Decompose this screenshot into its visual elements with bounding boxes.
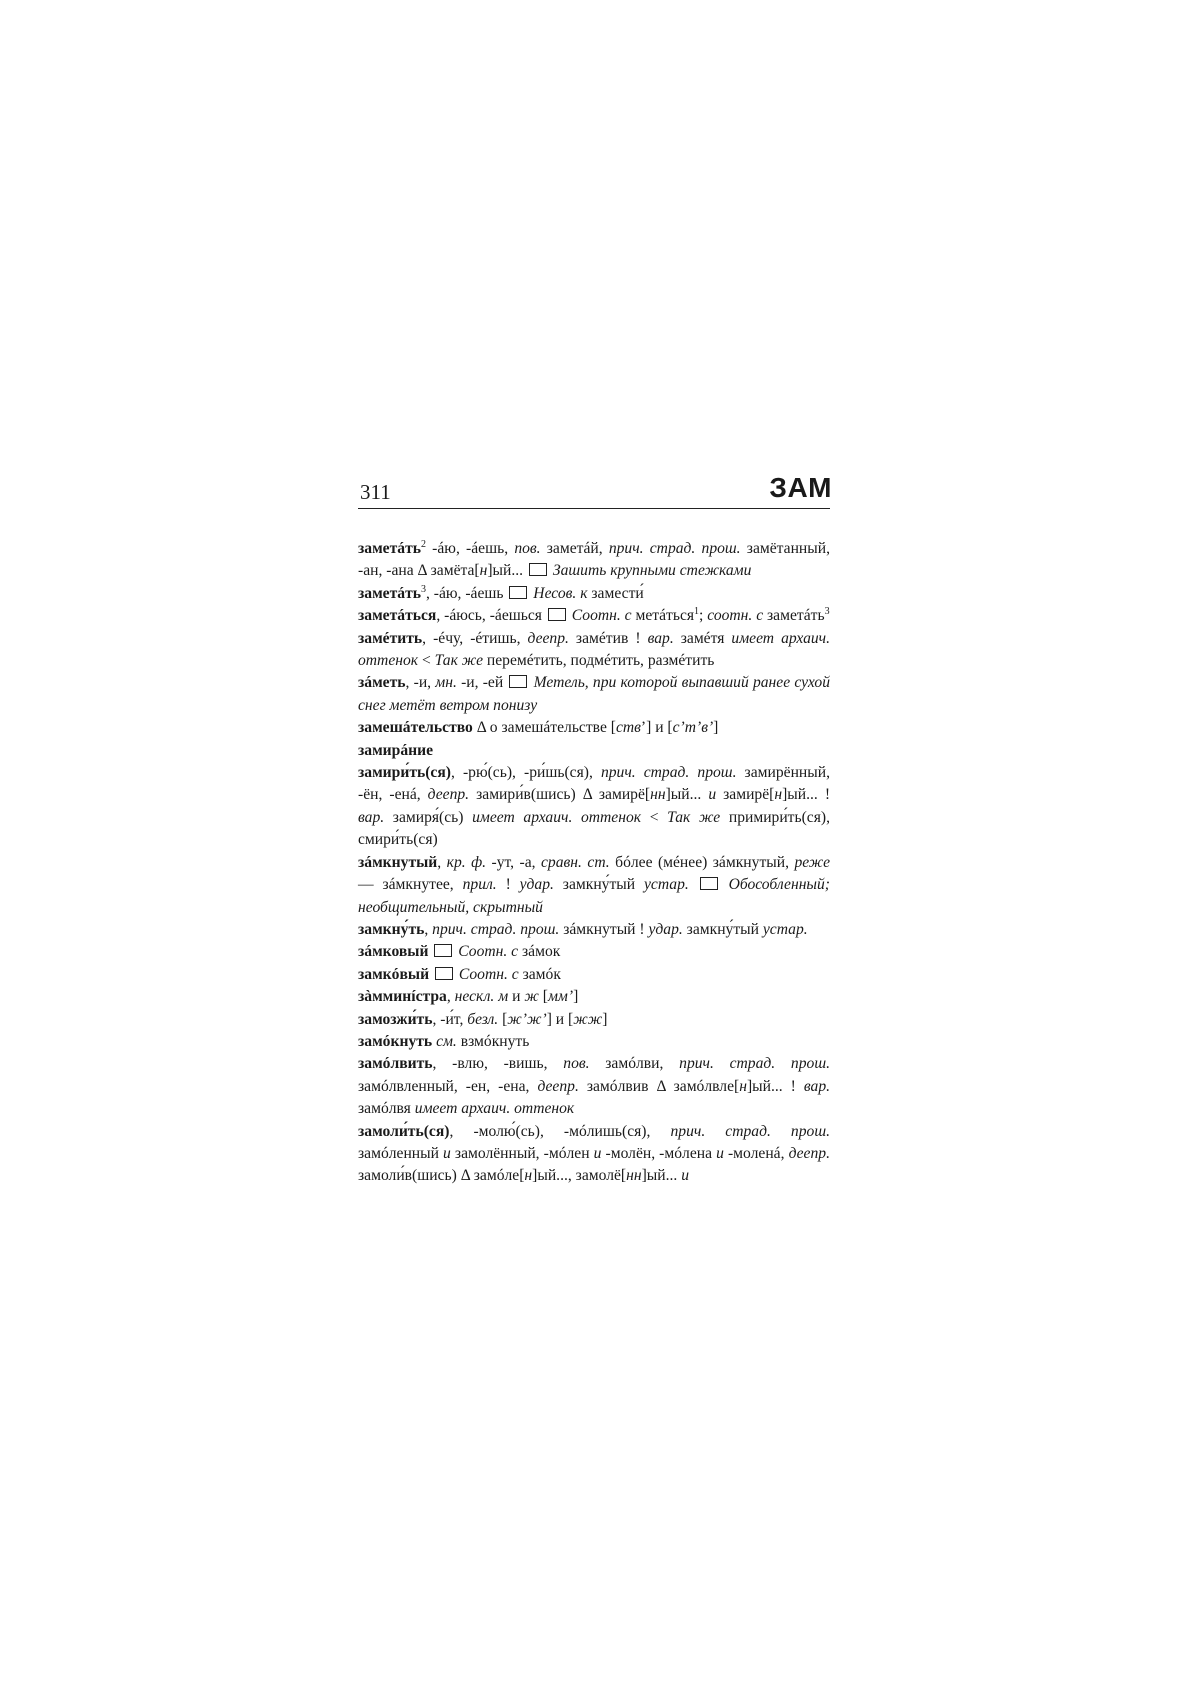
entry-text: замирё[ (716, 786, 775, 804)
label-italic: Зашить крупными стежками (548, 562, 752, 580)
label-italic: жʼжʼ (507, 1010, 547, 1028)
entry-text: замести́ (587, 584, 644, 602)
entry-text: , (424, 920, 433, 938)
entry-text: ]ый... (665, 786, 709, 804)
headword: зáмковый (358, 943, 429, 961)
label-italic: имеет архаич. оттенок (358, 629, 830, 670)
label-italic: удар. (648, 920, 683, 938)
entry-text (429, 966, 433, 983)
dictionary-entry (358, 1053, 830, 1120)
label-italic: имеет архаич. оттенок (472, 808, 642, 826)
entry-text: -моленá, (723, 1144, 789, 1162)
definition-box-icon (435, 967, 453, 980)
label-italic: прич. страд. прош. (608, 540, 741, 557)
entry-text: -ут, -а, (486, 853, 542, 871)
dictionary-entry (358, 740, 830, 762)
entry-text: , -áю, -áешь (425, 584, 508, 602)
label-italic: прич. страд. прош. (679, 1055, 830, 1073)
dictionary-entry (358, 1031, 830, 1053)
entry-text: , (446, 988, 455, 1006)
entry-text: , -рю́(сь), -ри́шь(ся), (450, 764, 601, 782)
headword: заметáть (358, 584, 421, 602)
entry-text: ʼ] и [ (640, 719, 673, 737)
label-italic: см. (436, 1032, 457, 1050)
dictionary-entry (358, 762, 830, 852)
entry-text: ]ый... ! (782, 786, 831, 804)
label-italic: устар. (644, 876, 689, 894)
entry-text: [ (498, 1010, 508, 1028)
label-italic: н (524, 1167, 533, 1185)
entry-text: ! (496, 876, 520, 894)
dictionary-entry (358, 964, 830, 986)
label-italic: вар. (803, 1077, 831, 1095)
label-italic: к (580, 584, 588, 602)
entry-text: замóлвленный, -ен, -ена, (358, 1077, 538, 1095)
label-italic: устар. (762, 920, 808, 938)
entry-text: ]ый..., замолё[ (532, 1167, 627, 1185)
label-italic: ж (524, 988, 539, 1006)
definition-box-icon (434, 944, 452, 957)
entry-text (428, 943, 432, 960)
dictionary-entry (358, 1121, 830, 1188)
label-italic: прич. страд. прош. (600, 764, 737, 782)
label-italic: деепр. (527, 629, 569, 647)
dictionary-entry (358, 941, 830, 963)
dictionary-entry (358, 628, 830, 673)
homonym-number: 2 (420, 538, 426, 550)
entry-text: замолённый, -мóлен (450, 1144, 594, 1162)
guide-word: ЗАМ (769, 472, 832, 503)
headword: зáмкнутый (358, 853, 438, 871)
dictionary-entry (358, 538, 830, 583)
header-rule (358, 508, 830, 509)
headword: замозжи́ть (358, 1010, 433, 1028)
homonym-number: 3 (420, 583, 426, 595)
entry-text: замóлвя (358, 1100, 415, 1118)
label-italic: Несов. (529, 584, 577, 602)
entry-text: , (437, 853, 447, 871)
homonym-number: 3 (824, 606, 830, 618)
definition-box-icon (548, 608, 566, 621)
label-italic: прич. страд. прош. (670, 1122, 830, 1140)
entry-text: замéтив ! (568, 629, 648, 647)
label-italic: н (739, 1077, 747, 1095)
label-italic: нн (626, 1167, 642, 1185)
entry-text: и (508, 988, 525, 1006)
headword: замоли́ть(ся) (358, 1122, 450, 1140)
entry-text: , -влю, -вишь, (432, 1055, 564, 1073)
definition-box-icon (509, 675, 527, 688)
entry-text: бóлее (мéнее) зáмкнутый, (609, 853, 795, 871)
label-italic: пов. (514, 540, 541, 557)
entry-text: замóлвив Δ замóлвле[ (578, 1077, 740, 1095)
entry-text: ] (573, 988, 579, 1006)
entry-text: замéтя (673, 629, 732, 647)
entry-text: примири́ть(ся), смири́ть(ся) (358, 808, 830, 849)
headword: замешáтельство (358, 719, 473, 737)
headword: замкóвый (358, 965, 430, 983)
headword: зáметь (358, 674, 406, 692)
entry-text: < (418, 652, 435, 670)
label-italic: пов. (563, 1055, 590, 1073)
label-italic: деепр. (427, 786, 470, 804)
label-italic: Так же (434, 652, 483, 670)
entry-text: -áю, -áешь, (425, 540, 515, 557)
entry-text: — зáмкнутее, (358, 876, 463, 894)
entry-text: замóк (518, 965, 561, 983)
label-italic: ств (615, 719, 641, 737)
label-italic: Метель, при которой выпавший ранее сухой снег метёт ветром понизу (358, 674, 831, 714)
headword: зàмминíстра (358, 988, 447, 1006)
entry-text: перемéтить, подмéтить, размéтить (483, 652, 715, 670)
entry-text: замоли́в(шись) Δ замóле[ (358, 1167, 525, 1185)
headword: замóкнуть (358, 1032, 433, 1050)
entry-text: ; (699, 607, 708, 625)
label-italic: прич. страд. прош. (432, 920, 560, 938)
headword: замири́ть(ся) (358, 764, 451, 782)
entry-text: ]ый... (487, 562, 527, 580)
label-italic: жж (573, 1010, 603, 1028)
entry-text: замири́в(шись) Δ замирё[ (469, 786, 651, 804)
entry-text: ]ый... (641, 1167, 682, 1185)
entry-text: заметáй, (540, 540, 609, 557)
entry-text: ]ый... ! (746, 1077, 804, 1095)
entry-text: [ (538, 988, 548, 1006)
running-head (358, 472, 832, 516)
entry-text: замиря́(сь) (384, 808, 473, 826)
definition-box-icon (529, 563, 547, 576)
entry-text: -и, -ей (456, 674, 508, 692)
label-italic: нн (650, 786, 666, 804)
label-italic: и (443, 1144, 451, 1162)
entry-text: ] (713, 719, 719, 737)
entry-text: заметáть (763, 607, 825, 625)
label-italic: деепр. (788, 1144, 830, 1162)
entry-text: замкну́тый (553, 876, 644, 894)
definition-box-icon (700, 877, 718, 890)
label-italic: мн. (435, 674, 457, 692)
dictionary-entry (358, 717, 830, 739)
headword: замóлвить (358, 1055, 433, 1073)
label-italic: удар. (519, 876, 554, 894)
dictionary-entry (358, 852, 830, 919)
label-italic: реже (794, 853, 831, 871)
label-italic: нескл. м (454, 988, 509, 1006)
dictionary-entry (358, 1009, 830, 1031)
label-italic: безл. (467, 1010, 499, 1028)
headword: замкну́ть (358, 920, 425, 938)
entry-text: ] (602, 1010, 608, 1028)
entry-text: , -молю́(сь), -мóлишь(ся), (449, 1122, 671, 1140)
label-italic: и (593, 1144, 602, 1162)
entry-text: замёта[ (426, 562, 480, 580)
dictionary-entry (358, 919, 830, 941)
label-italic: соотн. с (707, 607, 764, 625)
entry-text: замóленный (358, 1144, 444, 1162)
homonym-number: 1 (694, 606, 700, 618)
dictionary-entry (358, 672, 830, 717)
entry-text: замóлви, (589, 1055, 680, 1073)
label-italic: Соотн. с (454, 965, 519, 983)
entry-text: зáмок (518, 943, 561, 961)
entry-text: зáмкнутый ! (559, 920, 649, 938)
dictionary-entry (358, 583, 830, 605)
label-italic: сʼтʼвʼ (672, 719, 714, 737)
headword: заметáть (358, 540, 421, 557)
definition-box-icon (509, 586, 527, 599)
entry-text: , -и, (405, 674, 436, 692)
entry-text (689, 876, 698, 893)
headword: замéтить (358, 629, 423, 647)
page-number: 311 (360, 480, 391, 504)
label-italic: Соотн. с (567, 607, 632, 625)
label-italic: и (681, 1167, 690, 1185)
label-italic: Обособленный; необщительный, скрытный (358, 876, 830, 916)
label-italic: Соотн. с (454, 943, 519, 961)
label-italic: сравн. ст. (541, 853, 610, 871)
dictionary-page (358, 472, 832, 1188)
label-italic: кр. ф. (446, 853, 487, 871)
entry-text: метáться (631, 607, 695, 625)
label-italic: деепр. (537, 1077, 579, 1095)
entry-text: ] и [ (546, 1010, 574, 1028)
headword: заметáться (358, 607, 437, 625)
label-italic: и (708, 786, 717, 804)
entry-text: , -и́т, (432, 1010, 468, 1028)
label-italic: вар. (647, 629, 674, 647)
label-italic: вар. (358, 808, 385, 826)
entry-text: замкну́тый (682, 920, 763, 938)
entry-text: взмóкнуть (456, 1032, 530, 1050)
headword: замирáние (358, 741, 434, 759)
entry-text: -молён, -мóлена (601, 1144, 717, 1162)
label-italic: ммʼ (547, 988, 574, 1006)
label-italic: н (774, 786, 783, 804)
entry-text: < (641, 808, 668, 826)
entry-list (358, 538, 830, 1188)
entry-text: , -áюсь, -áешься (436, 607, 546, 625)
label-italic: и (716, 1144, 724, 1162)
dictionary-entry (358, 986, 830, 1008)
label-italic: н (479, 562, 488, 580)
label-italic: Так же (667, 808, 721, 826)
entry-text: Δ (417, 562, 427, 580)
entry-text: замётанный, -ан, -ана (358, 540, 831, 580)
dictionary-entry (358, 605, 830, 627)
entry-text: замирённый, -ён, -енá, (358, 764, 830, 804)
label-italic: имеет архаич. оттенок (414, 1100, 575, 1118)
label-italic: прил. (462, 876, 497, 894)
entry-text: Δ о замешáтельстве [ (472, 719, 616, 737)
entry-text: , -éчу, -éтишь, (422, 629, 528, 647)
